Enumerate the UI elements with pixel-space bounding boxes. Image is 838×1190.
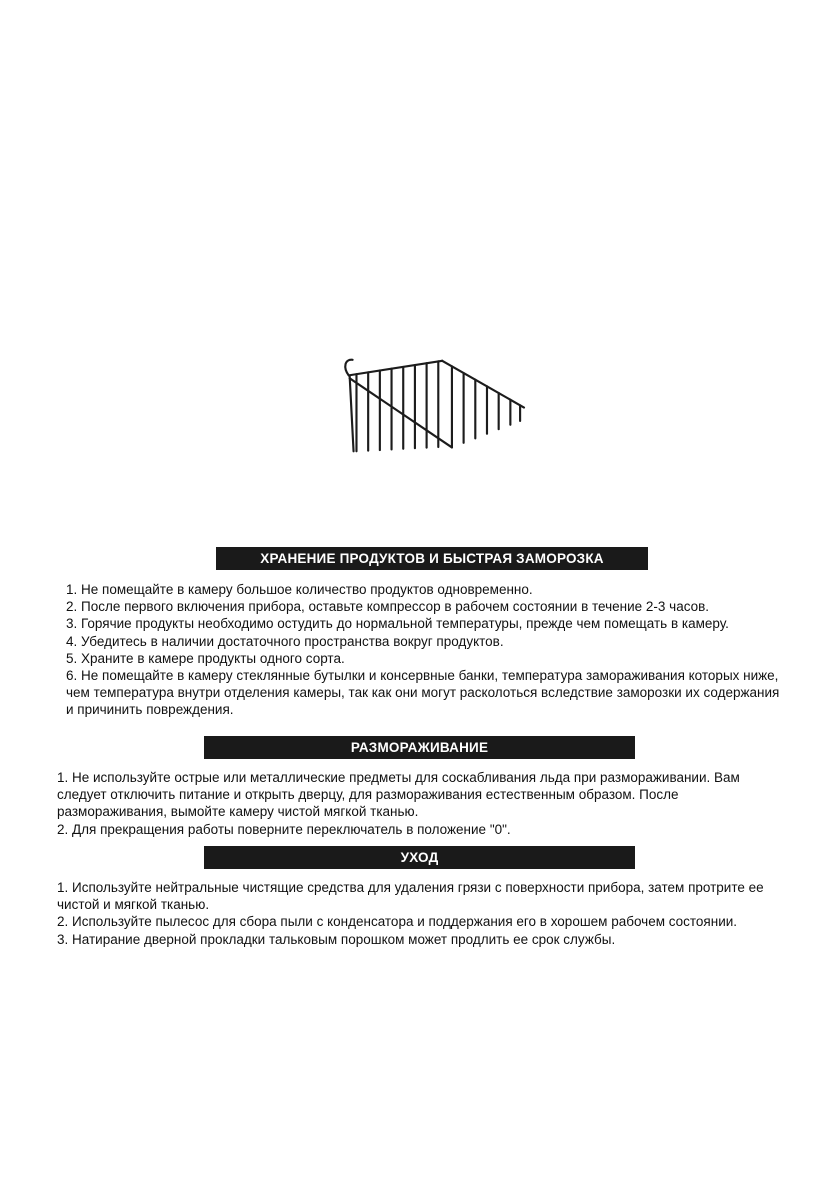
defrost-instructions xyxy=(57,769,783,838)
section-title-care: УХОД xyxy=(400,850,439,865)
storage-item: 5. Храните в камере продукты одного сорта. xyxy=(66,650,345,666)
care-paragraph: 1. Используйте нейтральные чистящие средства для удаления грязи с поверхности прибора, затем протрите ее чистой и мягкой тканью. xyxy=(57,880,764,913)
section-title-defrost: РАЗМОРАЖИВАНИЕ xyxy=(350,740,489,755)
storage-item: 3. Горячие продукты необходимо остудить до нормальной температуры, прежде чем помещать в камеру. xyxy=(66,616,729,632)
section-title-storage: ХРАНЕНИЕ ПРОДУКТОВ И БЫСТРАЯ ЗАМОРОЗКА xyxy=(260,551,604,566)
storage-instructions xyxy=(66,581,782,719)
section-header-care xyxy=(204,846,635,869)
care-instructions xyxy=(57,879,783,948)
section-header-storage xyxy=(216,547,648,570)
section-header-defrost xyxy=(204,736,635,759)
care-paragraph: 3. Натирание дверной прокладки тальковым порошком может продлить ее срок службы. xyxy=(57,931,616,947)
care-paragraph: 2. Используйте пылесос для сбора пыли с конденсатора и поддержания его в хорошем рабочем состоянии. xyxy=(57,914,738,930)
defrost-paragraph: 2. Для прекращения работы поверните переключатель в положение "0". xyxy=(57,821,511,837)
defrost-paragraph: 1. Не используйте острые или металлические предметы для соскабливания льда при размораживании. Вам следует отключить питание и открыть дверцу, для размораживания естественным образом. После размораживания, вымойте камеру чистой мягкой тканью. xyxy=(57,770,740,820)
storage-item: 4. Убедитесь в наличии достаточного пространства вокруг продуктов. xyxy=(66,633,504,649)
storage-item: 6. Не помещайте в камеру стеклянные бутылки и консервные банки, температура замораживания которых ниже, чем температура внутри отделения камеры, так как они могут расколоться вследствие заморозки их содержания и причинить повреждения. xyxy=(66,668,780,718)
wire-basket-illustration xyxy=(333,352,528,464)
storage-item: 1. Не помещайте в камеру большое количество продуктов одновременно. xyxy=(66,582,533,597)
storage-item: 2. После первого включения прибора, оставьте компрессор в рабочем состоянии в течение 2-3 часов. xyxy=(66,599,710,615)
